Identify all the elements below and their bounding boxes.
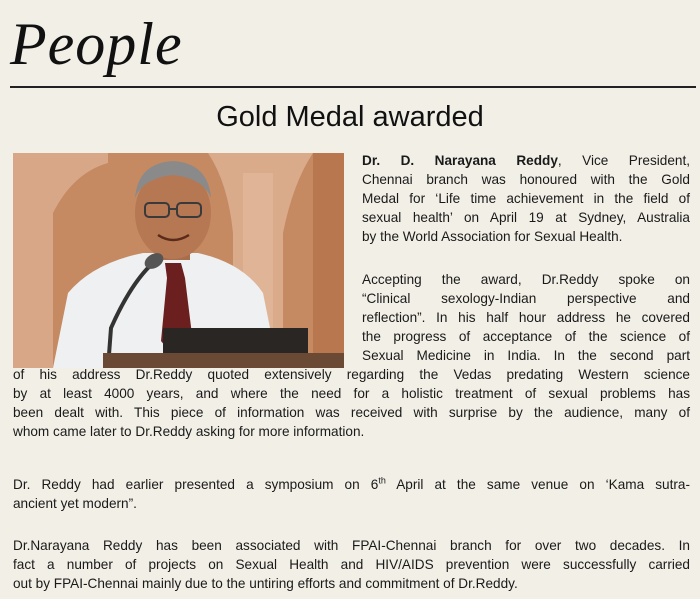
paragraph-1-line-2: Chennai branch was honoured with the Gold: [362, 172, 690, 187]
paragraph-2-line-5: Sexual Medicine in India. In the second part: [362, 348, 690, 363]
paragraph-2-line-3: reflection”. In his half hour address he covered: [362, 310, 690, 325]
article-headline: Gold Medal awarded: [216, 101, 484, 133]
paragraph-3-line-1-b: April at the same venue on ‘Kama sutra-: [385, 477, 690, 492]
section-title: People: [10, 11, 183, 77]
paragraph-1-line-5: by the World Association for Sexual Health.: [362, 229, 623, 244]
paragraph-2-line-1: Accepting the award, Dr.Reddy spoke on: [362, 272, 690, 287]
paragraph-1-line-1-rest: , Vice President,: [557, 153, 690, 168]
paragraph-1: [362, 151, 690, 246]
paragraph-2-top: [362, 270, 690, 365]
paragraph-2-line-4: the progress of acceptance of the science of: [362, 329, 690, 344]
paragraph-4-line-2: fact a number of projects on Sexual Health and HIV/AIDS prevention were successfully carried: [13, 557, 690, 572]
paragraph-4: [13, 536, 690, 593]
paragraph-1-line-1: [362, 151, 690, 170]
paragraph-1-line-3: Medal for ‘Life time achievement in the field of: [362, 191, 690, 206]
paragraph-3-line-1-a: Dr. Reddy had earlier presented a symposium on 6: [13, 477, 379, 492]
paragraph-2-line-6: of his address Dr.Reddy quoted extensively regarding the Vedas predating Western science: [13, 367, 690, 382]
paragraph-2-line-8: been dealt with. This piece of information was received with surprise by the audience, many of: [13, 405, 690, 420]
paragraph-2-line-9: whom came later to Dr.Reddy asking for more information.: [13, 424, 365, 439]
paragraph-2-line-2: “Clinical sexology-Indian perspective and: [362, 291, 690, 306]
header-rule: [10, 86, 696, 88]
paragraph-1-line-4: sexual health’ on April 19 at Sydney, Australia: [362, 210, 690, 225]
ordinal-suffix: th: [378, 475, 386, 486]
paragraph-2-bottom: [13, 365, 690, 441]
paragraph-4-line-3: out by FPAI-Chennai mainly due to the untiring efforts and commitment of Dr.Reddy.: [13, 576, 518, 591]
paragraph-4-line-1: Dr.Narayana Reddy has been associated with FPAI-Chennai branch for over two decades. In: [13, 538, 690, 553]
paragraph-3-line-2: ancient yet modern”.: [13, 496, 137, 511]
doctor-name: Dr. D. Narayana Reddy: [362, 153, 558, 168]
speaker-photo: [13, 153, 344, 368]
paragraph-3-line-1: [13, 475, 690, 494]
paragraph-2-line-7: by at least 4000 years, and where the need for a holistic treatment of sexual problems has: [13, 386, 690, 401]
paragraph-3: [13, 475, 690, 513]
